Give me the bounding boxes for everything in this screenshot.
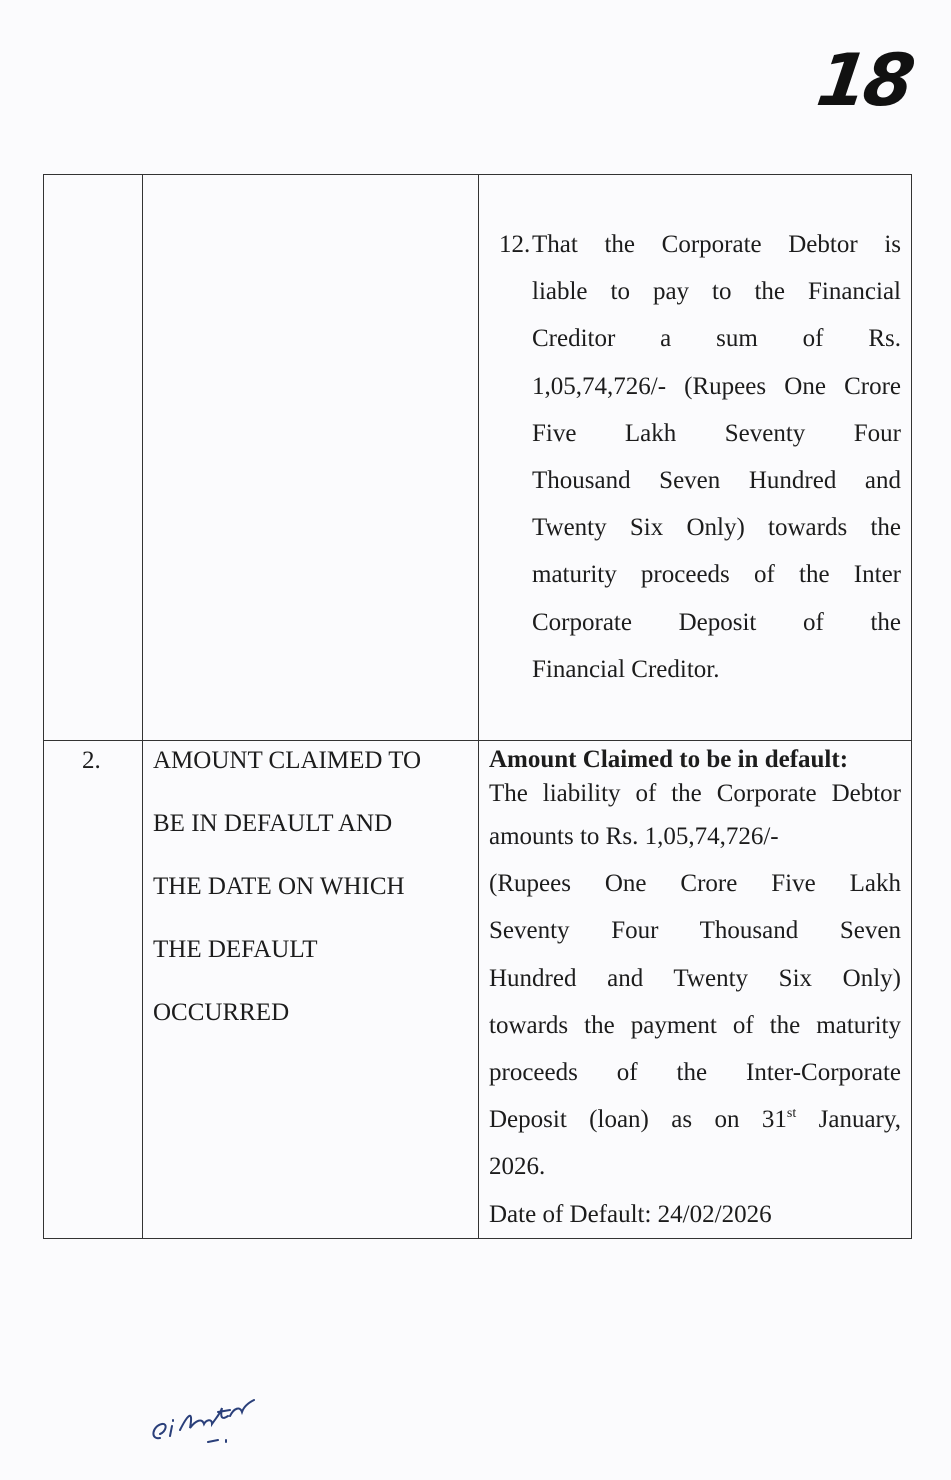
date-of-default: Date of Default: 24/02/2026 [489,1200,772,1228]
paragraph-line: Financial Creditor. [532,655,720,683]
page-number: 18 [812,38,917,122]
particulars-label-cell [143,741,479,1239]
deposit-text: Deposit (loan) as on 31 [489,1106,787,1134]
claim-line: The liability of the Corporate Debtor [489,780,901,807]
label-line: THE DEFAULT [153,936,318,963]
paragraph-line: Thousand Seven Hundred and [532,467,901,495]
paragraph-12-cell [479,175,912,741]
claim-line: (Rupees One Crore Five Lakh [489,870,901,898]
label-line: THE DATE ON WHICH [153,873,405,900]
claim-heading: Amount Claimed to be in default: [489,746,849,773]
claim-line: towards the payment of the maturity [489,1011,901,1039]
claim-line-deposit [489,1096,901,1143]
label-cell-empty [143,175,479,741]
serial-number: 2. [44,741,143,1239]
deposit-text-end: January, [796,1106,902,1134]
paragraph-line: 1,05,74,726/- (Rupees One Crore [532,372,901,400]
paragraph-line: Corporate Deposit of the [532,608,901,636]
claim-line: proceeds of the Inter-Corporate [489,1059,901,1087]
claim-line-year: 2026. [489,1153,546,1181]
serial-cell-empty [44,175,143,741]
paragraph-line: Five Lakh Seventy Four [532,419,901,447]
paragraph-number: 12. [499,231,531,258]
particulars-table [43,174,912,1239]
claim-details-cell [479,741,912,1239]
claim-line: Seventy Four Thousand Seven [489,917,901,945]
table-row [44,741,912,1239]
handwritten-signature [142,1360,272,1450]
claim-line: Hundred and Twenty Six Only) [489,964,901,992]
paragraph-line: liable to pay to the Financial [532,278,901,306]
paragraph-line: That the Corporate Debtor is [532,231,901,258]
ordinal-suffix: st [786,1106,797,1122]
label-line: AMOUNT CLAIMED TO [153,747,422,774]
paragraph-line: Twenty Six Only) towards the [532,514,901,542]
label-line: OCCURRED [153,999,290,1026]
paragraph-line: maturity proceeds of the Inter [532,561,901,589]
paragraph-12 [499,221,901,693]
label-line: BE IN DEFAULT AND [153,810,393,837]
claim-line: amounts to Rs. 1,05,74,726/- [489,823,779,850]
table-row [44,175,912,741]
paragraph-line: Creditor a sum of Rs. [532,325,901,353]
